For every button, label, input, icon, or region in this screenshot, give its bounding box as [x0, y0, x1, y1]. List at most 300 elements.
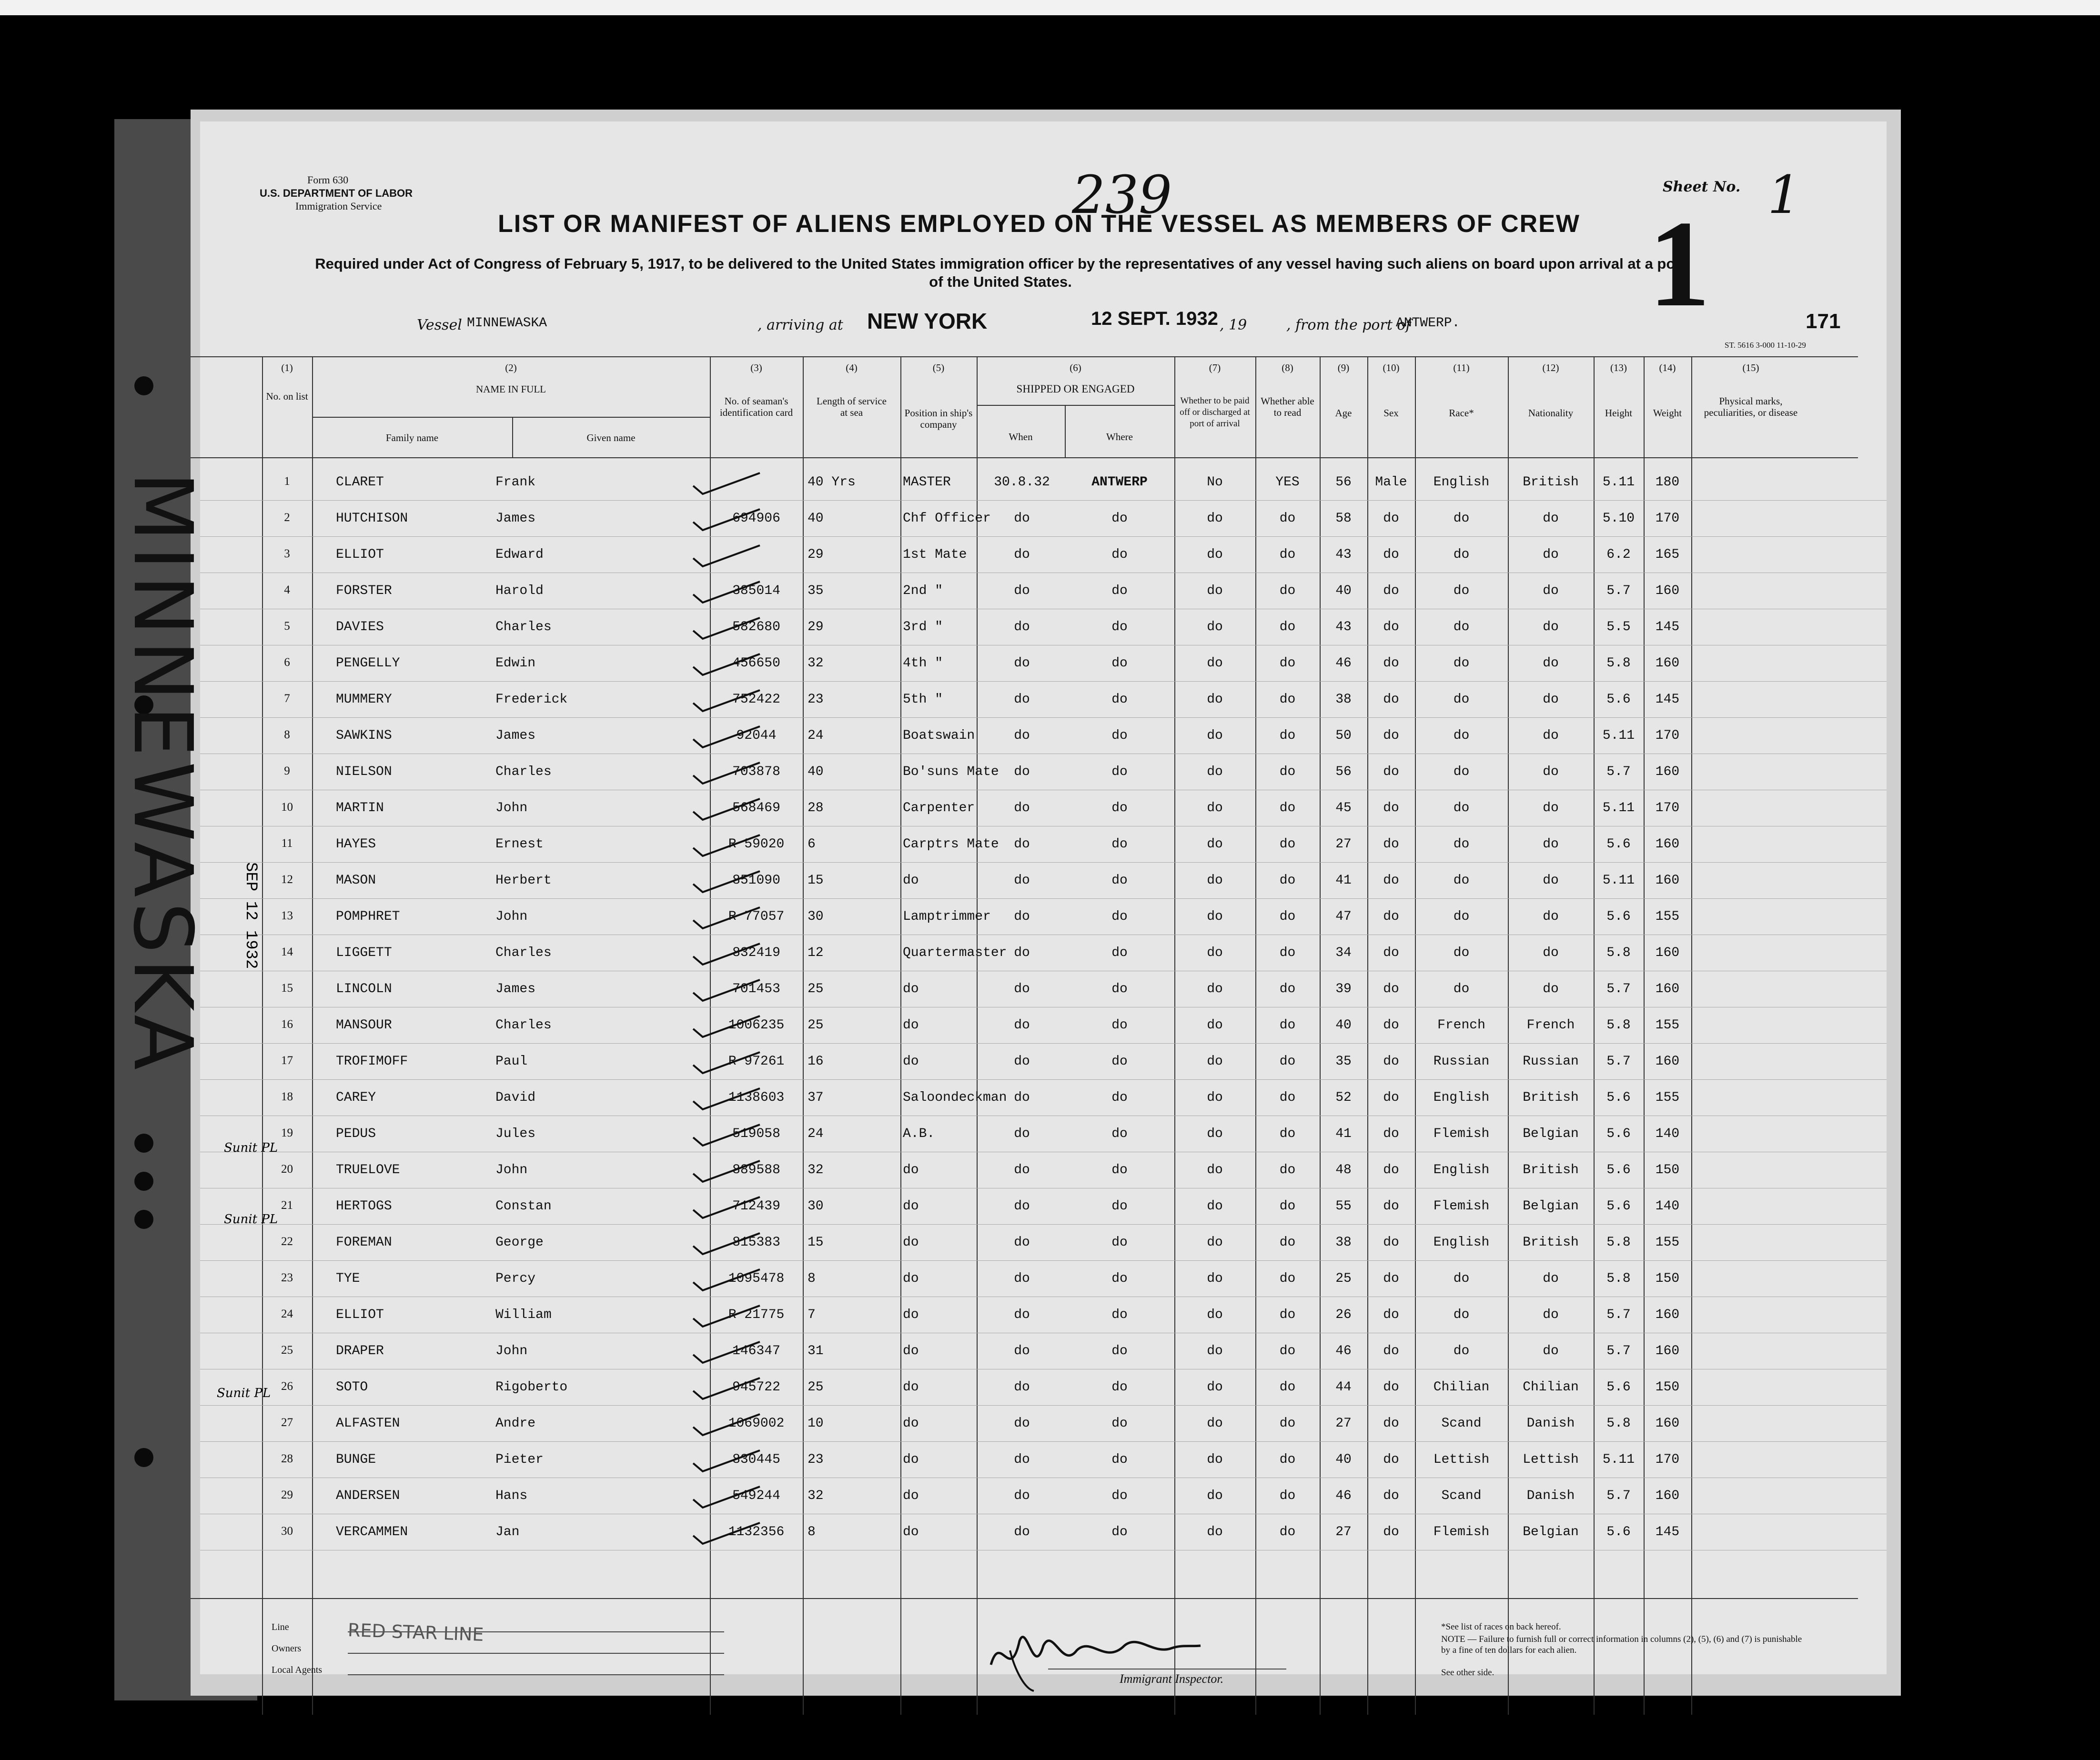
cell-card: 1069002: [728, 1416, 785, 1431]
cell-service: 32: [808, 1163, 824, 1177]
cell-height: 5.8: [1606, 1271, 1631, 1286]
cell-height: 5.6: [1606, 692, 1631, 707]
cell-race: English: [1433, 1090, 1490, 1105]
col2b-header: Given name: [586, 432, 636, 443]
cell-sex: do: [1383, 1054, 1399, 1069]
table-row: [200, 1188, 1887, 1225]
cell-weight: 160: [1655, 982, 1680, 996]
cell-card: 1095478: [728, 1271, 785, 1286]
cell-read: do: [1279, 1126, 1296, 1141]
cell-service: 25: [808, 1018, 824, 1033]
cell-where: do: [1111, 1054, 1128, 1069]
cell-when: do: [1014, 1307, 1030, 1322]
cell-service: 37: [808, 1090, 824, 1105]
cell-race: Scand: [1441, 1416, 1482, 1431]
cell-paid: do: [1207, 1380, 1223, 1395]
table-row: [200, 537, 1887, 573]
cell-no: 25: [281, 1344, 293, 1357]
cell-read: do: [1279, 1163, 1296, 1177]
cell-service: 40 Yrs: [808, 475, 856, 490]
footnote-penalty: NOTE — Failure to furnish full or correct information in columns (2), (5), (6) and (7) is punishable by a fine of ten dollars for each alien.: [1441, 1634, 1802, 1655]
cell-read: do: [1279, 1452, 1296, 1467]
cell-race: do: [1453, 909, 1470, 924]
cell-position: MASTER: [903, 475, 951, 490]
page-number: 171: [1806, 310, 1841, 333]
cell-family: PENGELLY: [336, 656, 400, 671]
cell-age: 41: [1335, 1126, 1352, 1141]
cell-position: Carpenter: [903, 801, 975, 815]
cell-nationality: French: [1526, 1018, 1575, 1033]
cell-nationality: do: [1543, 728, 1559, 743]
service-name: Immigration Service: [295, 200, 382, 212]
cell-card: 815383: [732, 1235, 780, 1250]
arriving-label: , arriving at: [757, 317, 843, 333]
cell-family: FOREMAN: [336, 1235, 392, 1250]
cell-height: 5.8: [1606, 1018, 1631, 1033]
cell-weight: 165: [1655, 547, 1680, 562]
cell-paid: do: [1207, 511, 1223, 526]
cell-where: do: [1111, 1416, 1128, 1431]
table-row: [200, 935, 1887, 971]
cell-age: 46: [1335, 656, 1352, 671]
cell-family: ANDERSEN: [336, 1488, 400, 1503]
cell-read: do: [1279, 728, 1296, 743]
cell-weight: 160: [1655, 1344, 1680, 1358]
table-row: [200, 609, 1887, 645]
cell-given: Frederick: [495, 692, 568, 707]
cell-read: do: [1279, 1090, 1296, 1105]
cell-read: do: [1279, 1488, 1296, 1503]
cell-weight: 155: [1655, 909, 1680, 924]
cell-age: 56: [1335, 764, 1352, 779]
cell-age: 40: [1335, 583, 1352, 598]
cell-height: 5.7: [1606, 1054, 1631, 1069]
cell-race: Flemish: [1433, 1525, 1490, 1539]
cell-nationality: do: [1543, 1271, 1559, 1286]
cell-service: 23: [808, 692, 824, 707]
cell-position: do: [903, 1018, 919, 1033]
cell-where: do: [1111, 692, 1128, 707]
cell-position: Saloondeckman: [903, 1090, 1007, 1105]
cell-service: 40: [808, 511, 824, 526]
binder-hole: [134, 1134, 153, 1153]
cell-where: do: [1111, 1488, 1128, 1503]
col3-header: No. of seaman's identification card: [719, 395, 793, 418]
cell-family: NIELSON: [336, 764, 392, 779]
cell-card: 146347: [732, 1344, 780, 1358]
line-label: Line: [272, 1622, 289, 1632]
check-mark-icon: [691, 1410, 762, 1439]
cell-when: do: [1014, 728, 1030, 743]
cell-no: 27: [281, 1416, 293, 1429]
cell-nationality: Danish: [1526, 1416, 1575, 1431]
cell-sex: Male: [1375, 475, 1407, 490]
binder-hole: [134, 1448, 153, 1467]
from-label: , from the port of: [1286, 317, 1411, 333]
cell-paid: do: [1207, 801, 1223, 815]
cell-nationality: British: [1523, 1163, 1579, 1177]
cell-family: DRAPER: [336, 1344, 384, 1358]
cell-when: do: [1014, 1054, 1030, 1069]
cell-card: R 59020: [728, 837, 785, 852]
scan-top-border: [0, 0, 2100, 15]
cell-position: do: [903, 1054, 919, 1069]
col11-number: (11): [1453, 362, 1470, 373]
cell-given: Rigoberto: [495, 1380, 568, 1395]
cell-no: 4: [284, 583, 290, 596]
cell-sex: do: [1383, 801, 1399, 815]
cell-read: do: [1279, 945, 1296, 960]
cell-height: 5.7: [1606, 982, 1631, 996]
cell-paid: do: [1207, 1307, 1223, 1322]
cell-read: do: [1279, 764, 1296, 779]
cell-service: 24: [808, 1126, 824, 1141]
cell-given: Paul: [495, 1054, 528, 1069]
cell-age: 43: [1335, 547, 1352, 562]
cell-nationality: British: [1523, 475, 1579, 490]
cell-given: Constan: [495, 1199, 552, 1214]
check-mark-icon: [691, 795, 762, 824]
cell-nationality: Lettish: [1523, 1452, 1579, 1467]
col9-header: Age: [1335, 407, 1352, 419]
cell-given: David: [495, 1090, 536, 1105]
cell-no: 30: [281, 1525, 293, 1538]
cell-family: MASON: [336, 873, 376, 888]
cell-nationality: British: [1523, 1235, 1579, 1250]
cell-age: 35: [1335, 1054, 1352, 1069]
table-row: [200, 1080, 1887, 1116]
cell-position: Lamptrimmer: [903, 909, 991, 924]
cell-weight: 160: [1655, 1416, 1680, 1431]
col6b-header: Where: [1106, 431, 1133, 443]
check-mark-icon: [691, 904, 762, 932]
cell-height: 5.7: [1606, 1344, 1631, 1358]
cell-nationality: do: [1543, 909, 1559, 924]
cell-nationality: do: [1543, 873, 1559, 888]
cell-read: do: [1279, 837, 1296, 852]
cell-age: 47: [1335, 909, 1352, 924]
cell-service: 6: [808, 837, 816, 852]
cell-when: do: [1014, 982, 1030, 996]
cell-when: do: [1014, 1380, 1030, 1395]
cell-card: 945722: [732, 1380, 780, 1395]
cell-weight: 155: [1655, 1018, 1680, 1033]
cell-position: 4th ": [903, 656, 943, 671]
table-row: [200, 1369, 1887, 1406]
cell-paid: do: [1207, 837, 1223, 852]
table-row: [200, 971, 1887, 1007]
vessel-name: MINNEWASKA: [467, 316, 547, 331]
table-row: [200, 682, 1887, 718]
cell-position: 2nd ": [903, 583, 943, 598]
cell-weight: 170: [1655, 801, 1680, 815]
cell-paid: do: [1207, 583, 1223, 598]
check-mark-icon: [691, 650, 762, 679]
cell-family: ELLIOT: [336, 1307, 384, 1322]
cell-given: Frank: [495, 475, 536, 490]
cell-where: do: [1111, 1344, 1128, 1358]
cell-where: do: [1111, 909, 1128, 924]
cell-card: 92044: [736, 728, 777, 743]
cell-nationality: Belgian: [1523, 1199, 1579, 1214]
cell-age: 56: [1335, 475, 1352, 490]
cell-no: 3: [284, 547, 290, 560]
cell-where: do: [1111, 583, 1128, 598]
cell-given: Charles: [495, 1018, 552, 1033]
cell-read: do: [1279, 982, 1296, 996]
cell-race: do: [1453, 801, 1470, 815]
col11-header: Race*: [1449, 407, 1474, 419]
cell-paid: do: [1207, 1090, 1223, 1105]
check-mark-icon: [691, 867, 762, 896]
col3-number: (3): [750, 362, 762, 373]
binder-hole: [134, 1210, 153, 1229]
col8-number: (8): [1282, 362, 1293, 373]
cell-weight: 160: [1655, 837, 1680, 852]
table-row: [200, 1261, 1887, 1297]
cell-family: ELLIOT: [336, 547, 384, 562]
cell-sex: do: [1383, 1163, 1399, 1177]
sheet-label: Sheet No.: [1663, 179, 1741, 195]
cell-read: do: [1279, 1525, 1296, 1539]
cell-sex: do: [1383, 1090, 1399, 1105]
sheet-number: 1: [1767, 164, 1801, 225]
cell-service: 25: [808, 982, 824, 996]
cell-no: 23: [281, 1271, 293, 1284]
check-mark-icon: [691, 1157, 762, 1186]
check-mark-icon: [691, 1302, 762, 1330]
cell-no: 24: [281, 1307, 293, 1320]
cell-service: 30: [808, 909, 824, 924]
table-row: [200, 863, 1887, 899]
cell-given: William: [495, 1307, 552, 1322]
cell-sex: do: [1383, 909, 1399, 924]
cell-family: POMPHRET: [336, 909, 400, 924]
cell-age: 27: [1335, 1416, 1352, 1431]
cell-race: do: [1453, 547, 1470, 562]
cell-given: Charles: [495, 764, 552, 779]
cell-service: 25: [808, 1380, 824, 1395]
cell-no: 19: [281, 1126, 293, 1139]
cell-read: do: [1279, 511, 1296, 526]
cell-family: LIGGETT: [336, 945, 392, 960]
cell-given: Jan: [495, 1525, 520, 1539]
cell-no: 8: [284, 728, 290, 741]
cell-nationality: do: [1543, 656, 1559, 671]
cell-where: do: [1111, 1525, 1128, 1539]
cell-where: do: [1111, 1235, 1128, 1250]
cell-service: 29: [808, 547, 824, 562]
shipped-subheader-rule: [977, 405, 1174, 406]
cell-when: do: [1014, 1090, 1030, 1105]
check-mark-icon: [691, 1121, 762, 1149]
cell-weight: 145: [1655, 1525, 1680, 1539]
cell-race: do: [1453, 620, 1470, 634]
cell-weight: 160: [1655, 764, 1680, 779]
cell-position: do: [903, 873, 919, 888]
cell-age: 26: [1335, 1307, 1352, 1322]
cell-nationality: do: [1543, 764, 1559, 779]
cell-sex: do: [1383, 1271, 1399, 1286]
check-mark-icon: [691, 1193, 762, 1222]
cell-no: 26: [281, 1380, 293, 1393]
cell-when: do: [1014, 801, 1030, 815]
margin-mark: Sunit PL: [224, 1212, 278, 1227]
cell-nationality: do: [1543, 692, 1559, 707]
cell-weight: 160: [1655, 873, 1680, 888]
check-mark-icon: [691, 505, 762, 534]
cell-age: 46: [1335, 1344, 1352, 1358]
cell-paid: do: [1207, 1344, 1223, 1358]
cell-card: 385014: [732, 583, 780, 598]
cell-sex: do: [1383, 1452, 1399, 1467]
cell-age: 44: [1335, 1380, 1352, 1395]
received-date-stamp: SEP 12 1932: [242, 862, 260, 969]
cell-height: 5.7: [1606, 583, 1631, 598]
cell-paid: do: [1207, 1199, 1223, 1214]
cell-no: 18: [281, 1090, 293, 1103]
table-bottom-rule: [191, 1598, 1858, 1599]
cell-sex: do: [1383, 873, 1399, 888]
cell-no: 7: [284, 692, 290, 705]
cell-no: 14: [281, 945, 293, 958]
cell-no: 22: [281, 1235, 293, 1248]
form-subtitle: Required under Act of Congress of February 5, 1917, to be delivered to the United States immigration officer by the representatives of any vessel having such aliens on board upon arrival at a port of the United States.: [315, 255, 1686, 290]
cell-where: do: [1111, 1380, 1128, 1395]
cell-height: 5.6: [1606, 1380, 1631, 1395]
check-mark-icon: [691, 940, 762, 968]
cell-card: 1138603: [728, 1090, 785, 1105]
cell-no: 5: [284, 620, 290, 633]
cell-race: do: [1453, 656, 1470, 671]
vessel-label: Vessel: [417, 317, 462, 333]
inspector-label: Immigrant Inspector.: [1120, 1672, 1224, 1686]
cell-weight: 170: [1655, 1452, 1680, 1467]
handwritten-number: 239: [1072, 164, 1172, 225]
cell-no: 6: [284, 656, 290, 669]
cell-paid: do: [1207, 1525, 1223, 1539]
binder-hole: [134, 376, 153, 395]
cell-family: BUNGE: [336, 1452, 376, 1467]
cell-age: 52: [1335, 1090, 1352, 1105]
cell-no: 9: [284, 764, 290, 777]
cell-paid: do: [1207, 728, 1223, 743]
cell-nationality: Russian: [1523, 1054, 1579, 1069]
cell-given: John: [495, 1163, 528, 1177]
cell-position: do: [903, 1163, 919, 1177]
from-port: ANTWERP.: [1396, 316, 1460, 331]
check-mark-icon: [691, 1374, 762, 1403]
cell-service: 29: [808, 620, 824, 634]
cell-where: do: [1111, 1271, 1128, 1286]
col14-number: (14): [1659, 362, 1676, 373]
cell-nationality: Chilian: [1523, 1380, 1579, 1395]
cell-height: 5.5: [1606, 620, 1631, 634]
cell-weight: 160: [1655, 1054, 1680, 1069]
cell-given: John: [495, 1344, 528, 1358]
cell-read: do: [1279, 620, 1296, 634]
cell-weight: 155: [1655, 1090, 1680, 1105]
cell-age: 27: [1335, 1525, 1352, 1539]
cell-height: 5.6: [1606, 1090, 1631, 1105]
cell-family: TROFIMOFF: [336, 1054, 408, 1069]
cell-sex: do: [1383, 1307, 1399, 1322]
cell-when: do: [1014, 620, 1030, 634]
cell-given: Edward: [495, 547, 544, 562]
cell-height: 5.6: [1606, 837, 1631, 852]
table-row: [200, 645, 1887, 682]
cell-nationality: do: [1543, 511, 1559, 526]
cell-family: DAVIES: [336, 620, 384, 634]
check-mark-icon: [691, 1085, 762, 1113]
cell-read: do: [1279, 1199, 1296, 1214]
table-row: [200, 899, 1887, 935]
cell-weight: 150: [1655, 1271, 1680, 1286]
cell-no: 2: [284, 511, 290, 524]
cell-service: 15: [808, 873, 824, 888]
table-row: [200, 464, 1887, 501]
check-mark-icon: [691, 686, 762, 715]
cell-read: do: [1279, 547, 1296, 562]
cell-no: 21: [281, 1199, 293, 1212]
cell-no: 29: [281, 1488, 293, 1501]
cell-paid: do: [1207, 692, 1223, 707]
cell-race: do: [1453, 692, 1470, 707]
col5-number: (5): [932, 362, 945, 373]
cell-given: Herbert: [495, 873, 552, 888]
cell-read: do: [1279, 1235, 1296, 1250]
cell-card: R 21775: [728, 1307, 785, 1322]
cell-family: LINCOLN: [336, 982, 392, 996]
cell-race: Flemish: [1433, 1126, 1490, 1141]
cell-no: 11: [281, 837, 293, 850]
col15-header: Physical marks, peculiarities, or disease: [1704, 395, 1798, 418]
cell-family: MANSOUR: [336, 1018, 392, 1033]
col6a-header: When: [1009, 431, 1033, 443]
cell-position: do: [903, 1452, 919, 1467]
cell-given: John: [495, 909, 528, 924]
cell-position: do: [903, 1344, 919, 1358]
col10-header: Sex: [1383, 407, 1399, 419]
cell-family: CAREY: [336, 1090, 376, 1105]
cell-where: do: [1111, 1307, 1128, 1322]
cell-height: 5.6: [1606, 909, 1631, 924]
cell-nationality: Belgian: [1523, 1126, 1579, 1141]
check-mark-icon: [691, 1447, 762, 1475]
cell-card: R 97261: [728, 1054, 785, 1069]
cell-family: TRUELOVE: [336, 1163, 400, 1177]
cell-read: do: [1279, 1054, 1296, 1069]
cell-race: English: [1433, 1163, 1490, 1177]
cell-height: 5.11: [1602, 1452, 1635, 1467]
cell-read: do: [1279, 909, 1296, 924]
cell-card: R 77057: [728, 909, 785, 924]
cell-age: 48: [1335, 1163, 1352, 1177]
cell-service: 7: [808, 1307, 816, 1322]
col8-header: Whether able to read: [1261, 395, 1314, 418]
cell-given: John: [495, 801, 528, 815]
large-sheet-number: 1: [1648, 195, 1710, 332]
name-subheader-rule: [312, 417, 710, 418]
cell-nationality: British: [1523, 1090, 1579, 1105]
cell-height: 5.8: [1606, 945, 1631, 960]
cell-sex: do: [1383, 547, 1399, 562]
cell-paid: do: [1207, 620, 1223, 634]
cell-no: 13: [281, 909, 293, 922]
cell-age: 58: [1335, 511, 1352, 526]
cell-age: 39: [1335, 982, 1352, 996]
cell-service: 28: [808, 801, 824, 815]
